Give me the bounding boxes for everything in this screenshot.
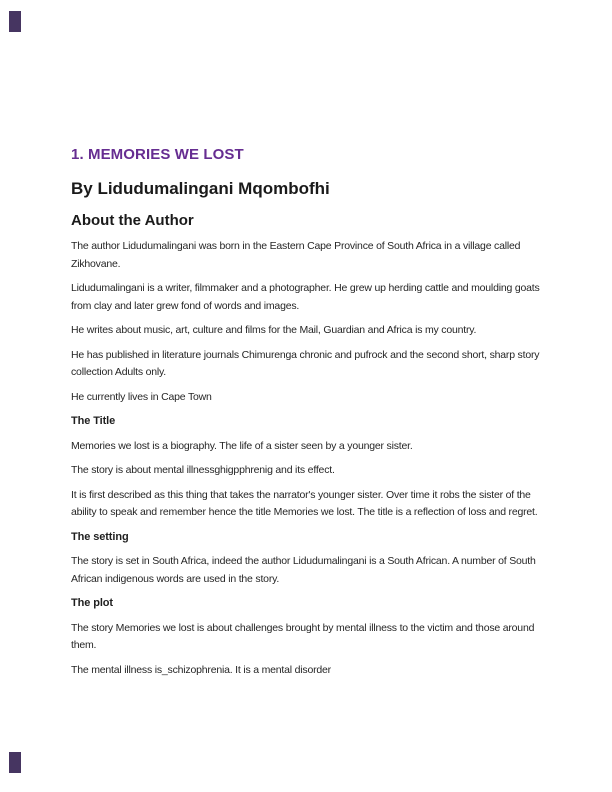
document-content [71, 146, 540, 686]
subheading: The Title [71, 415, 116, 427]
title: 1. MEMORIES WE LOST [71, 146, 244, 163]
page-corner-mark-top-left [9, 11, 21, 32]
paragraph: The mental illness is_schizophrenia. It is a mental disorder [71, 663, 331, 676]
paragraph: Memories we lost is a biography. The life of a sister seen by a younger sister. [71, 439, 413, 452]
paragraph: The author Lidudumalingani was born in the Eastern Cape Province of South Africa in a village called Zikhovane. [71, 240, 521, 270]
page-corner-mark-bottom-left [9, 752, 21, 773]
paragraph: He writes about music, art, culture and films for the Mail, Guardian and Africa is my country. [71, 324, 477, 336]
subheading: The setting [71, 530, 129, 543]
paragraph: The story is set in South Africa, indeed the author Lidudumalingani is a South African. A number of South African indigenous words are used in the story. [71, 555, 536, 585]
paragraph: The story Memories we lost is about challenges brought by mental illness to the victim and those around them. [71, 621, 535, 651]
paragraph: Lidudumalingani is a writer, filmmaker and a photographer. He grew up herding cattle and moulding goats from clay and later grew fond of words and images. [71, 282, 540, 312]
paragraph: He has published in literature journals Chimurenga chronic and pufrock and the second short, sharp story collection Adults only. [71, 348, 540, 378]
paragraph: It is first described as this thing that takes the narrator's younger sister. Over time it robs the sister of the ability to speak and remember hence the title Memories we lost. The title is a reflection of loss and regret. [71, 488, 538, 518]
subheading: The plot [71, 597, 113, 609]
section-heading: About the Author [71, 212, 194, 229]
paragraph: The story is about mental illnessghigpphrenig and its effect. [71, 464, 335, 476]
byline: By Lidudumalingani Mqombofhi [71, 179, 330, 198]
paragraph: He currently lives in Cape Town [71, 390, 212, 403]
